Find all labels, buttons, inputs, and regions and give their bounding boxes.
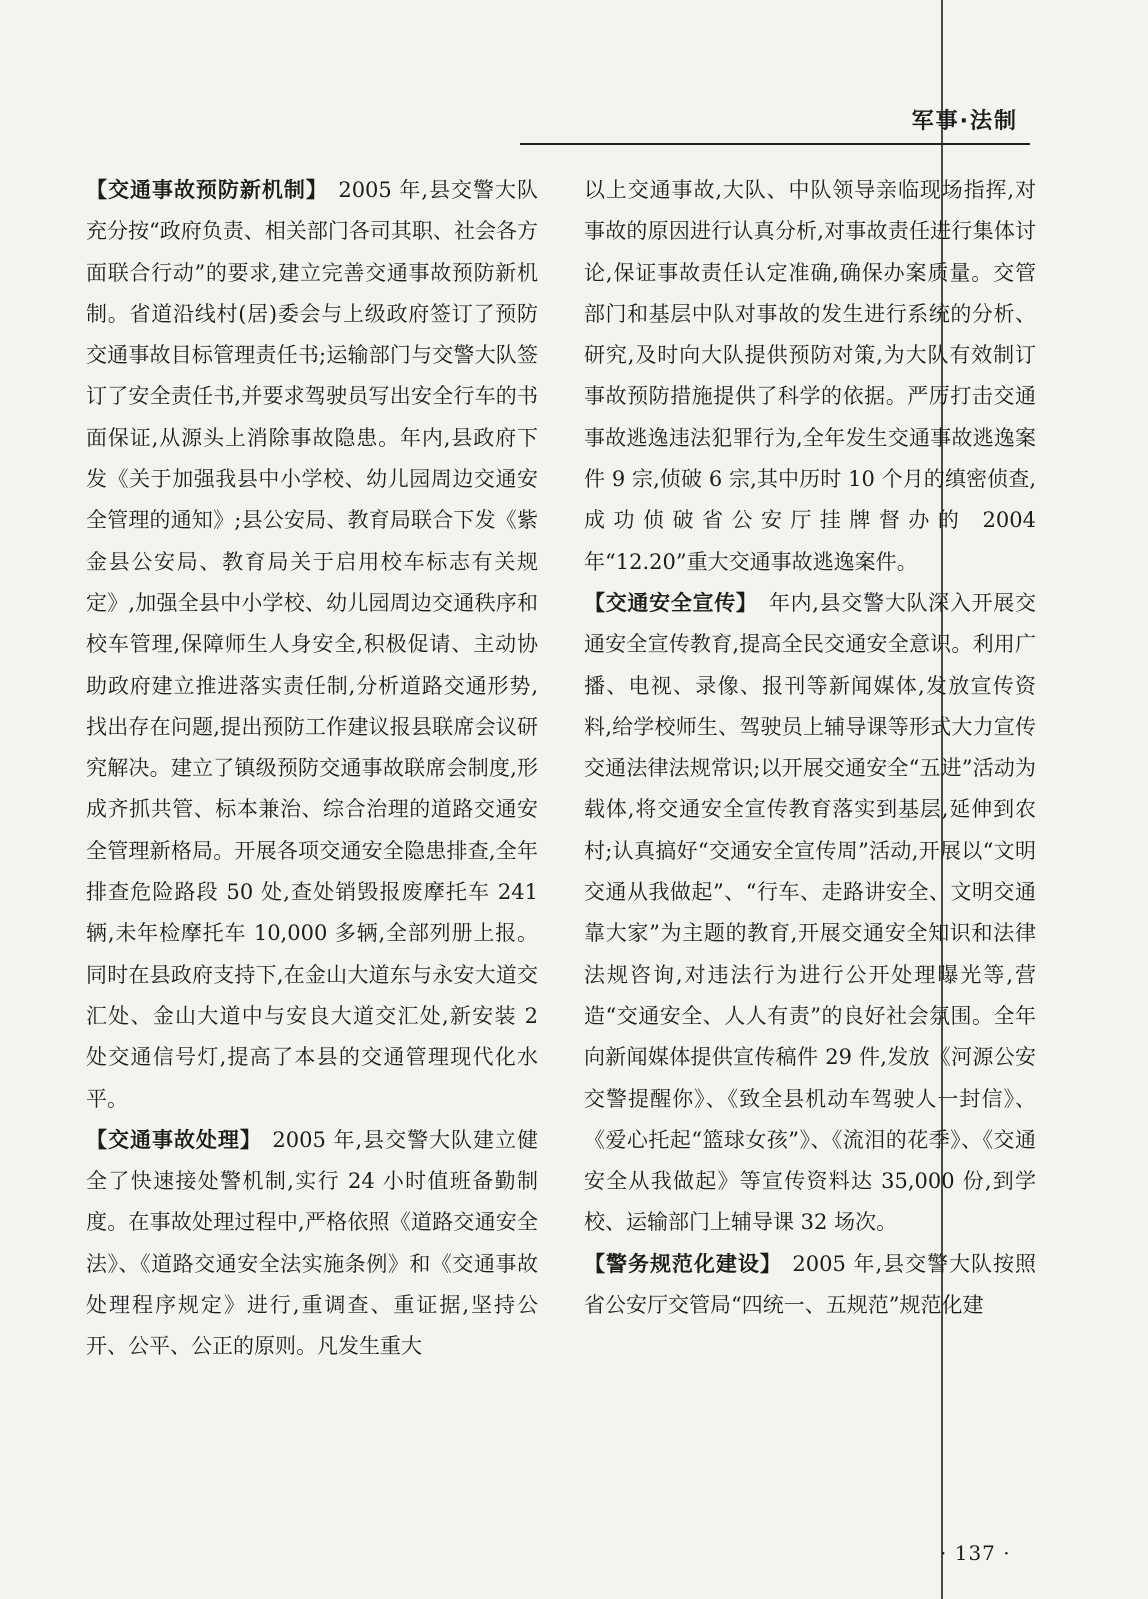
body-accident-handling-continued: 以上交通事故,大队、中队领导亲临现场指挥,对事故的原因进行认真分析,对事故责任进行集体讨论,保证事故责任认定准确,确保办案质量。交管部门和基层中队对事故的发生进行系统的分析、研究,及时向大队提供预防对策,为大队有效制订事故预防措施提供了科学的依据。严厉打击交通事故逃逸违法犯罪行为,全年发生交通事故逃逸案件 9 宗,侦破 6 宗,其中历时 10 个月的缜密侦查,成功侦破省公安厅挂牌督办的 2004 年“12.20”重大交通事故逃逸案件。 [584, 178, 1036, 574]
heading-accident-prevention: 【交通事故预防新机制】 [86, 178, 328, 202]
right-column [584, 170, 1036, 1326]
body-safety-publicity: 年内,县交警大队深入开展交通安全宣传教育,提高全民交通安全意识。利用广播、电视、录像、报刊等新闻媒体,发放宣传资料,给学校师生、驾驶员上辅导课等形式大力宣传交通法律法规常识;以开展交通安全“五进”活动为载体,将交通安全宣传教育落实到基层,延伸到农村;认真搞好“交通安全宣传周”活动,开展以“文明交通从我做起”、“行车、走路讲安全、文明交通靠大家”为主题的教育,开展交通安全知识和法律法规咨询,对违法行为进行公开处理曝光等,营造“交通安全、人人有责”的良好社会氛围。全年向新闻媒体提供宣传稿件 29 件,发放《河源公安交警提醒你》、《致全县机动车驾驶人一封信》、《爱心托起“篮球女孩”》、《流泪的花季》、《交通安全从我做起》等宣传资料达 35,000 份,到学校、运输部门上辅导课 32 场次。 [584, 590, 1037, 1235]
left-column [86, 170, 538, 1368]
heading-accident-handling: 【交通事故处理】 [86, 1127, 262, 1152]
paragraph-accident-handling-continued [584, 170, 1036, 583]
body-accident-handling: 2005 年,县交警大队建立健全了快速接处警机制,实行 24 小时值班备勤制度。在事故处理过程中,严格依照《道路交通安全法》、《道路交通安全法实施条例》和《交通事故处理程序规定》进行,重调查、重证据,坚持公开、公平、公正的原则。凡发生重大 [86, 1127, 539, 1359]
paragraph-accident-prevention [86, 170, 538, 1120]
paragraph-police-standardization [584, 1244, 1036, 1327]
header-rule [520, 143, 1030, 145]
page-number: · 137 · [940, 1541, 1011, 1565]
body-police-standardization: 2005 年,县交警大队按照省公安厅交管局“四统一、五规范”规范化建 [584, 1251, 1037, 1318]
paragraph-safety-publicity [584, 583, 1036, 1244]
paragraph-accident-handling [86, 1120, 538, 1368]
body-accident-prevention: 2005 年,县交警大队充分按“政府负责、相关部门各司其职、社会各方面联合行动”的要求,建立完善交通事故预防新机制。省道沿线村(居)委会与上级政府签订了预防交通事故目标管理责任书;运输部门与交警大队签订了安全责任书,并要求驾驶员写出安全行车的书面保证,从源头上消除事故隐患。年内,县政府下发《关于加强我县中小学校、幼儿园周边交通安全管理的通知》;县公安局、教育局联合下发《紫金县公安局、教育局关于启用校车标志有关规定》,加强全县中小学校、幼儿园周边交通秩序和校车管理,保障师生人身安全,积极促请、主动协助政府建立推进落实责任制,分析道路交通形势,找出存在问题,提出预防工作建议报县联席会议研究解决。建立了镇级预防交通事故联席会制度,形成齐抓共管、标本兼治、综合治理的道路交通安全管理新格局。开展各项交通安全隐患排查,全年排查危险路段 50 处,查处销毁报废摩托车 241 辆,未年检摩托车 10,000 多辆,全部列册上报。同时在县政府支持下,在金山大道东与永安大道交汇处、金山大道中与安良大道交汇处,新安装 2 处交通信号灯,提高了本县的交通管理现代化水平。 [86, 178, 539, 1111]
heading-police-standardization: 【警务规范化建设】 [584, 1251, 782, 1276]
heading-safety-publicity: 【交通安全宣传】 [584, 590, 758, 615]
section-title: 军事·法制 [911, 109, 1018, 134]
